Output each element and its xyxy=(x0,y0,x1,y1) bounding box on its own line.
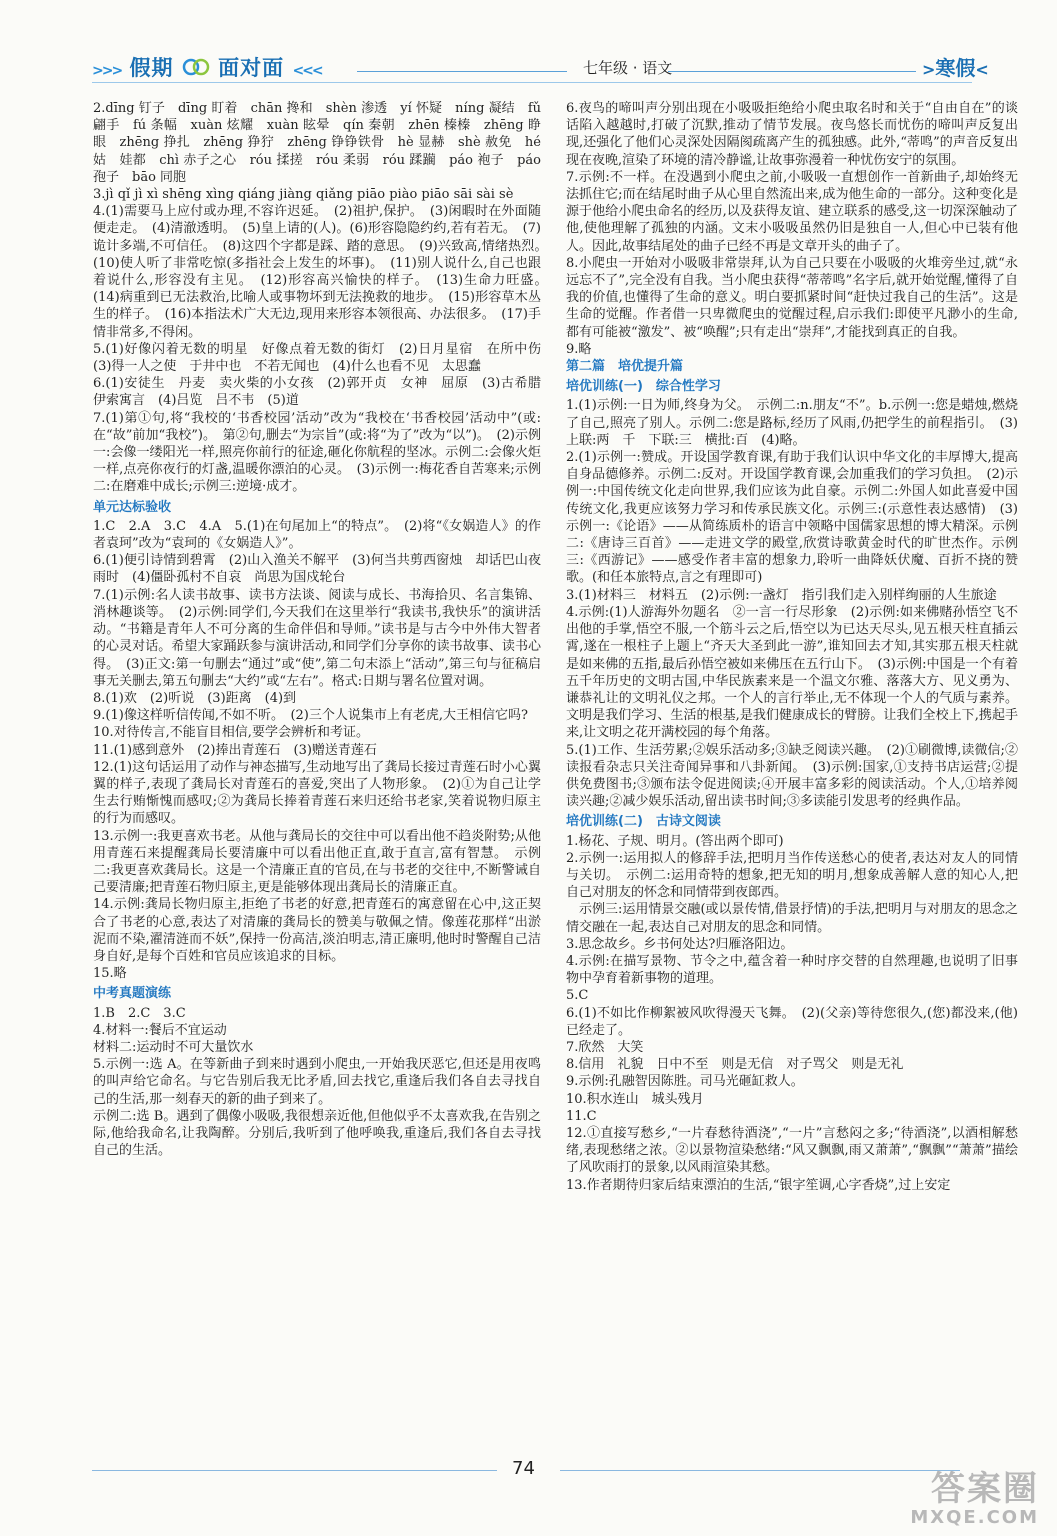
answer-paragraph: 3.思念故乡。乡书何处达?归雁洛阳边。 xyxy=(566,936,794,952)
answer-paragraph: 5.(1)好像闪着无数的明星 好像点着无数的街灯 (2)日月星宿 在所中伤 (3)得一人之使 于井中也 不若无闻也 (4)什么也看不见 太思蠢 xyxy=(93,341,555,375)
answer-paragraph: 13.作者期待归家后结束漂泊的生活,“银字笙调,心字香烧”,过上安定 xyxy=(566,1177,951,1193)
brand-swirl-icon xyxy=(182,56,210,78)
answer-paragraph: 示例二:选 B。遇到了偶像小吸吸,我很想亲近他,但他似乎不太喜欢我,在告别之际,他给我命名,让我陶醉。分别后,我听到了他呼唤我,重逢后,我们各自去寻找自己的生活。 xyxy=(93,1108,541,1159)
season-label: >寒假< xyxy=(922,56,989,80)
answer-paragraph: 示例三:运用情景交融(或以景传情,借景抒情)的手法,把明月与对朋友的思念之情交融在一起,表达自己对朋友的思念和同情。 xyxy=(566,902,1018,935)
answer-paragraph: 3.(1)材料三 材料五 (2)示例:一盏灯 指引我们走入别样绚丽的人生旅途 xyxy=(566,587,997,603)
answer-paragraph: 11.(1)感到意外 (2)捧出青莲石 (3)赠送青莲石 xyxy=(93,742,377,758)
answer-paragraph: 13.示例一:我更喜欢书老。从他与龚局长的交往中可以看出他不趋炎附势;从他用青莲石来提醒龚局长要清廉中可以看出他正直,敢于直言,富有智慧。 示例二:我更喜欢龚局长。这是一个清廉正直的官员,在与书老的交往中,不断警诫自己要清廉;把青莲石物归原主,更是能够体现出龚局长的清廉正直。 xyxy=(93,828,541,896)
answer-paragraph: 4.材料一:餐后不宜运动 xyxy=(93,1022,227,1038)
page-number: 74 xyxy=(512,1458,535,1479)
answer-paragraph: 2.dīng 钉子 dīng 盯着 chān 搀和 shèn 渗透 yí 怀疑 níng 凝结 fǔ 翩手 fú 条幅 xuàn 炫耀 xuàn 眩晕 qín 秦朝 zhēn 榛榛 zhēng 睁眼 zhēng 挣扎 zhēng 狰狞 zhēng 铮铮铁骨 hè 显赫 shè 赦免 hé 姑 娃都 chì 赤子之心 róu 揉搓 róu 柔弱 róu 蹂躏 páo 袍子 páo 孢子 bāo 同胞 xyxy=(93,101,541,185)
answer-paragraph: 9.示例:孔融智因陈胜。司马光砸缸救人。 xyxy=(566,1074,804,1090)
section-heading: 单元达标验收 xyxy=(93,499,172,515)
answer-paragraph: 5.(1)工作、生活劳累;②娱乐活动多;③缺乏阅读兴趣。 (2)①刷微博,读微信;②读报看杂志只关注奇闻异事和八卦新闻。 (3)示例:国家,①支持书店运营;②提供免费图书;③颁布法令促进阅读;④开展丰富多彩的阅读活动。个人,①培养阅读兴趣;②减少娱乐活动,留出读书时间;③多读能引发思考的经典作品。 xyxy=(566,742,1018,810)
answer-paragraph: 7.欣然 大笑 xyxy=(566,1039,644,1055)
header-underline xyxy=(92,82,972,83)
answer-paragraph: 15.略 xyxy=(93,966,127,982)
answer-paragraph: 8.(1)欢 (2)听说 (3)距离 (4)到 xyxy=(93,690,297,706)
answer-paragraph: 7.(1)示例:名人读书故事、读书方法谈、阅读与成长、书海拾贝、名言集锦、消林趣谈等。 (2)示例:同学们,今天我们在这里举行“我读书,我快乐”的演讲活动。“书籍是青年人不可分离的生命伴侣和导师。”读书是与古今中外伟大智者的心灵对话。希望大家踊跃参与演讲活动,和同学们分享你的读书故事、读书心得。 (3)正文:第一句删去“通过”或“使”,第二句末添上“活动”,第三句与征稿启事无关删去,第五句删去“大约”或“左右”。格式:日期与署名位置对调。 xyxy=(93,587,541,689)
answer-paragraph: 4.示例:在描写景物、节令之中,蕴含着一种时序交替的自然理趣,也说明了旧事物中孕育着新事物的道理。 xyxy=(566,953,1018,987)
answer-paragraph: 7.示例:不一样。在没遇到小爬虫之前,小吸吸一直想创作一首新曲子,却始终无法抓住它;而在结尾时曲子从心里自然流出来,成为他生命的一部分。这种变化是源于他给小爬虫命名的经历,以及获得友谊、建立联系的感受,这一切深深触动了他,使他理解了孤独的内涵。文末小吸吸虽然仍旧是独自一人,但心中已装有他人。因此,故事结尾处的曲子已经不再是文章开头的曲子了。 xyxy=(566,169,1018,254)
watermark-site: MXQE.COM xyxy=(910,1507,1039,1528)
answer-paragraph: 6.(1)安徒生 丹麦 卖火柴的小女孩 (2)郭开贞 女神 屈原 (3)古希腊 伊索寓言 (4)吕览 吕不韦 (5)道 xyxy=(93,376,555,409)
page-header xyxy=(0,0,1057,90)
answer-paragraph: 6.(1)便引诗情到碧霄 (2)山入渔关不解平 (3)何当共剪西窗烛 却话巴山夜雨时 (4)僵卧孤村不自哀 尚思为国戍轮台 xyxy=(93,553,541,586)
answer-paragraph: 5.C xyxy=(566,988,589,1004)
section-heading: 培优训练(一) 综合性学习 xyxy=(566,379,721,395)
header-rule-right xyxy=(668,71,916,72)
answer-paragraph: 3.jì qǐ jì xì shēng xìng qiáng jiàng qiǎng piāo piào piāo sāi sài sè xyxy=(93,187,514,203)
right-answer-column xyxy=(566,100,1018,1194)
answer-paragraph: 11.C xyxy=(566,1108,597,1124)
watermark-main: 答案圈 xyxy=(931,1469,1039,1509)
answer-paragraph: 8.小爬虫一开始对小吸吸非常崇拜,认为自己只要在小吸吸的火堆旁坐过,就“永远忘不了”,完全没有自我。当小爬虫获得“蒂蒂鸣”名字后,就开始觉醒,懂得了自我的价值,也懂得了生命的意义。明白要抓紧时间“赶快过我自己的生活”。这是生命的觉醒。作者借一只卑微爬虫的觉醒过程,启示我们:即使平凡渺小的生命,都有可能被“激发”、被“唤醒”;只有走出“崇拜”,才能找到真正的自我。 xyxy=(566,255,1018,340)
left-answer-column xyxy=(93,100,555,1159)
answer-paragraph: 4.示例:(1)人游海外勿题名 ②一言一行尽形象 (2)示例:如来佛赌孙悟空飞不出他的手掌,悟空不服,一个筋斗云之后,悟空以为已达天尽头,见五根天柱直插云霄,遂在一根柱子上题上“齐天大圣到此一游”,谁知回去才知,其实那五根天柱就是如来佛的五指,最后孙悟空被如来佛压在五行山下。 (3)示例:中国是一个有着五千年历史的文明古国,中华民族素来是一个温文尔雅、落落大方、见义勇为、谦恭礼让的文明礼仪之邦。一个人的言行举止,无不体现一个人的气质与素养。文明是我们学习、生活的根基,是我们健康成长的臂膀。让我们全校上下,携起手来,让文明之花开满校园的每个角落。 xyxy=(566,604,1018,741)
section-heading: 培优训练(二) 古诗文阅读 xyxy=(566,814,721,830)
answer-paragraph: 8.信用 礼貌 日中不至 则是无信 对子骂父 则是无礼 xyxy=(566,1057,904,1073)
answer-paragraph: 1.B 2.C 3.C xyxy=(93,1005,186,1021)
answer-paragraph: 7.(1)第①句,将“我校的‘书香校园’活动”改为“我校在‘书香校园’活动中”(或:在“故”前加“我校”)。 第②句,删去“为宗旨”(或:将“为了”改为“以”)。 (2)示例一:会像一缕阳光一样,照亮你前行的征途,砸化你航程的坚冰。示例二:会像火炬一样,点亮你夜行的灯盏,温暖你漂泊的心灵。 (3)示例一:梅花香自苦寒来;示例二:在磨难中成长;示例三:逆境·成才。 xyxy=(93,410,541,495)
part-heading: 第二篇 培优提升篇 xyxy=(566,359,684,375)
answer-paragraph: 12.①直接写愁乡,“一片春愁待酒浇”,“一片”言愁闷之多;“待酒浇”,以酒相解愁绪,表现愁绪之浓。②以景物渲染愁绪:“风又飘飘,雨又萧萧”,“飘飘”“萧萧”描绘了风吹雨打的景象,以风雨渲染其愁。 xyxy=(566,1125,1018,1176)
answer-paragraph: 14.示例:龚局长物归原主,拒绝了书老的好意,把青莲石的寓意留在心中,这正契合了书老的心意,表达了对清廉的龚局长的赞美与敬佩之情。像莲花那样“出淤泥而不染,濯清涟而不妖”,保持一份高洁,淡泊明志,清正廉明,他时时警醒自己洁身自好,是每个百姓和官员应该追求的目标。 xyxy=(93,897,541,964)
season-text: 寒假 xyxy=(935,56,976,80)
answer-paragraph: 12.(1)这句话运用了动作与神态描写,生动地写出了龚局长接过青莲石时小心翼翼的样子,表现了龚局长对青莲石的喜爱,突出了人物形象。 (2)①为自己让学生去行贿惭愧而感叹;②为龚局长捧着青莲石来归还给书老家,笑着说物归原主的行为而感叹。 xyxy=(93,759,541,827)
answer-paragraph: 1.C 2.A 3.C 4.A 5.(1)在句尾加上“的特点”。 (2)将“《女娲造人》的作者袁珂”改为“袁珂的《女娲造人》”。 xyxy=(93,518,541,552)
brand-logo: >>> 假期 面对面 <<< xyxy=(92,56,322,80)
answer-paragraph: 材料二:运动时不可大量饮水 xyxy=(93,1039,254,1055)
answer-paragraph: 5.示例一:选 A。在等新曲子到来时遇到小爬虫,一开始我厌恶它,但还是用夜鸣的叫声给它命名。与它告别后我无比矛盾,回去找它,重逢后我们各自去寻找自己的生活,那一刻春天的新的曲子到来了。 xyxy=(93,1057,541,1107)
brand-right-text: 面对面 xyxy=(218,56,285,80)
watermark xyxy=(910,1471,1039,1528)
section-heading: 中考真题演练 xyxy=(93,986,172,1002)
answer-paragraph: 10.积水连山 城头残月 xyxy=(566,1091,704,1107)
answer-paragraph: 2.(1)示例一:赞成。开设国学教育课,有助于我们认识中华文化的丰厚博大,提高自身品德修养。示例二:反对。开设国学教育课,会加重我们的学习负担。 (2)示例一:中国传统文化走向世界,我们应该为此自豪。示例二:外国人如此喜爱中国传统文化,我更应该努力学习和传承民族文化。示例三:(示意性表达感情) (3)示例一:《论语》——从简练质朴的语言中领略中国儒家思想的博大精深。示例二:《唐诗三百首》——走进文学的殿堂,欣赏诗歌黄金时代的旷世杰作。示例三:《西游记》——感受作者丰富的想象力,聆听一曲降妖伏魔、百折不挠的赞歌。(和任本旅特点,言之有理即可) xyxy=(566,450,1018,586)
answer-paragraph: 9.(1)像这样听信传闻,不如不听。 (2)三个人说集市上有老虎,大王相信它吗? xyxy=(93,708,528,724)
footer-rule-right xyxy=(560,1470,960,1471)
footer-rule-left xyxy=(92,1470,497,1471)
answer-paragraph: 6.夜鸟的啼叫声分别出现在小吸吸拒绝给小爬虫取名时和关于“自由自在”的谈话陷入越越时,打破了沉默,推动了情节发展。夜鸟悠长而忧伤的啼叫声反复出现,还强化了他们心灵深处因隔阂疏离产生的孤独感。此外,“蒂鸣”的声音反复出现在夜晚,渲染了环境的清冷静谧,让故事弥漫着一种忧伤安宁的氛围。 xyxy=(566,101,1018,168)
answer-paragraph: 1.杨花、子规、明月。(答出两个即可) xyxy=(566,833,784,849)
answer-paragraph: 6.(1)不如比作柳絮被风吹得漫天飞舞。 (2)(父亲)等待您很久,(您)都没来,(他)已经走了。 xyxy=(566,1005,1018,1038)
header-rule-left xyxy=(357,71,567,72)
brand-left-text: 假期 xyxy=(129,56,174,80)
answer-paragraph: 2.示例一:运用拟人的修辞手法,把明月当作传送愁心的使者,表达对友人的同情与关切。 示例二:运用奇特的想象,把无知的明月,想象成善解人意的知心人,把自己对朋友的怀念和同情带到夜郎西。 xyxy=(566,850,1018,901)
grade-subject: 七年级 · 语文 xyxy=(583,59,673,77)
answer-paragraph: 1.(1)示例:一日为师,终身为父。 示例二:n.朋友“不”。b.示例一:您是蜡烛,燃烧了自己,照亮了别人。示例二:您是路标,经历了风雨,仍把学生的前程指引。 (3)上联:两 千 下联:三 横批:百 (4)略。 xyxy=(566,398,1018,448)
answer-paragraph: 10.对待传言,不能盲目相信,要学会辨析和考证。 xyxy=(93,725,369,741)
answer-paragraph: 4.(1)需要马上应付或办理,不容许迟延。 (2)祖护,保护。 (3)闲暇时在外面随便走走。 (4)清澈透明。 (5)皇上请的(人)。(6)形容隐隐约约,若有若无。 (7)诡计多端,不可信任。 (8)这四个字都是踩、踏的意思。 (9)兴致高,情绪热烈。 (10)使人听了非常吃惊(多指社会上发生的坏事)。 (11)别人说什么,自己也跟着说什么,形容没有主见。 (12)形容高兴愉快的样子。 (13)生命力旺盛。 (14)病重到已无法救治,比喻人或事物坏到无法挽救的地步。 (15)形容草木丛生的样子。 (16)本指法术广大无边,现用来形容本领很高、办法很多。 (17)手情非常多,不得闲。 xyxy=(93,204,555,340)
answer-paragraph: 9.略 xyxy=(566,341,592,357)
